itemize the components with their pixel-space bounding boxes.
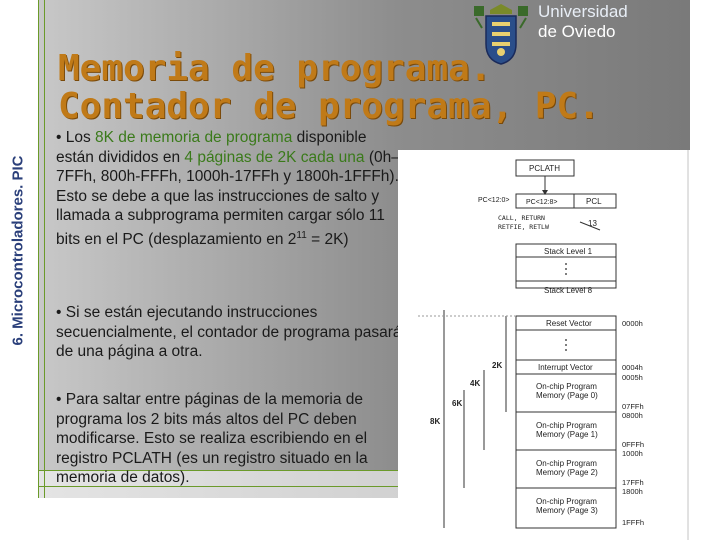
side-section-label-text: 6. Microcontroladores. PIC xyxy=(9,154,27,346)
pcl-label: PCL xyxy=(586,197,602,206)
page1-line2: Memory (Page 1) xyxy=(536,430,598,439)
addr-07ff: 07FFh xyxy=(622,402,644,411)
addr-1000: 1000h xyxy=(622,449,643,458)
addr-1fff: 1FFFh xyxy=(622,518,645,527)
reset-vector-label: Reset Vector xyxy=(546,319,592,328)
instr-line2: RETFIE, RETLW xyxy=(498,223,549,231)
size-6k: 6K xyxy=(452,399,463,408)
addr-0005: 0005h xyxy=(622,373,643,382)
stack-level8-label: Stack Level 8 xyxy=(544,286,593,295)
addr-17ff: 17FFh xyxy=(622,478,644,487)
bullet-1-highlight1: 8K de memoria de programa xyxy=(95,129,293,146)
pclath-label: PCLATH xyxy=(529,164,560,173)
bits-label: 13 xyxy=(588,219,597,228)
page3-line1: On-chip Program xyxy=(536,497,597,506)
page2-line2: Memory (Page 2) xyxy=(536,468,598,477)
bullet-1-superscript: 11 xyxy=(296,229,307,241)
page1-line1: On-chip Program xyxy=(536,421,597,430)
university-name xyxy=(538,2,688,42)
size-2k: 2K xyxy=(492,361,503,370)
page3-line2: Memory (Page 3) xyxy=(536,506,598,515)
size-4k: 4K xyxy=(470,379,481,388)
pc-reg-label: PC<12:8> xyxy=(526,199,558,206)
page2-line1: On-chip Program xyxy=(536,459,597,468)
bullet-1-part7: = 2K) xyxy=(306,230,349,248)
side-section-label xyxy=(6,10,30,490)
program-memory-map-diagram xyxy=(398,150,720,540)
bullet-1 xyxy=(56,128,404,249)
stack-level1-label: Stack Level 1 xyxy=(544,247,593,256)
pc-hi-label: PC<12:0> xyxy=(478,197,510,204)
bullet-1-highlight2: 4 páginas de 2K cada una xyxy=(184,148,365,166)
frame-left-line xyxy=(38,0,39,498)
addr-0000: 0000h xyxy=(622,319,643,328)
university-name-line2: de Oviedo xyxy=(538,22,616,41)
title-line2: Contador de programa, PC. xyxy=(58,86,600,127)
bullet-1-part3: disponible están divididos en xyxy=(56,129,367,166)
instr-line1: CALL, RETURN xyxy=(498,214,545,222)
addr-1800: 1800h xyxy=(622,487,643,496)
addr-0800: 0800h xyxy=(622,411,643,420)
addr-0004: 0004h xyxy=(622,363,643,372)
frame-left-line-inner xyxy=(44,0,45,498)
bullet-1-part1: • Los xyxy=(56,129,96,146)
interrupt-vector-label: Interrupt Vector xyxy=(538,363,593,372)
university-name-line1: Universidad xyxy=(538,2,628,21)
bullet-1-part5: (0h–7FFh, 800h-FFFh, 1000h-17FFh y 1800h-1FFFh). Esto se debe a que las instrucciones de salto y llamada a subprograma permiten cargar sólo 11 bits en el PC (desplazamiento en 2 xyxy=(56,148,400,248)
addr-0fff: 0FFFh xyxy=(622,440,645,449)
page0-line1: On-chip Program xyxy=(536,382,597,391)
slide-title xyxy=(58,50,678,126)
bullet-2: • Si se están ejecutando instrucciones secuencialmente, el contador de programa pasará de una página a otra. xyxy=(56,304,402,360)
title-line1: Memoria de programa. xyxy=(58,48,492,89)
page0-line2: Memory (Page 0) xyxy=(536,391,598,400)
bullet-3: • Para saltar entre páginas de la memoria de programa los 2 bits más altos del PC deben modificarse. Esto se realiza escribiendo en el registro PCLATH (es un registro situado en la memoria de datos). xyxy=(56,391,368,486)
size-8k: 8K xyxy=(430,417,441,426)
